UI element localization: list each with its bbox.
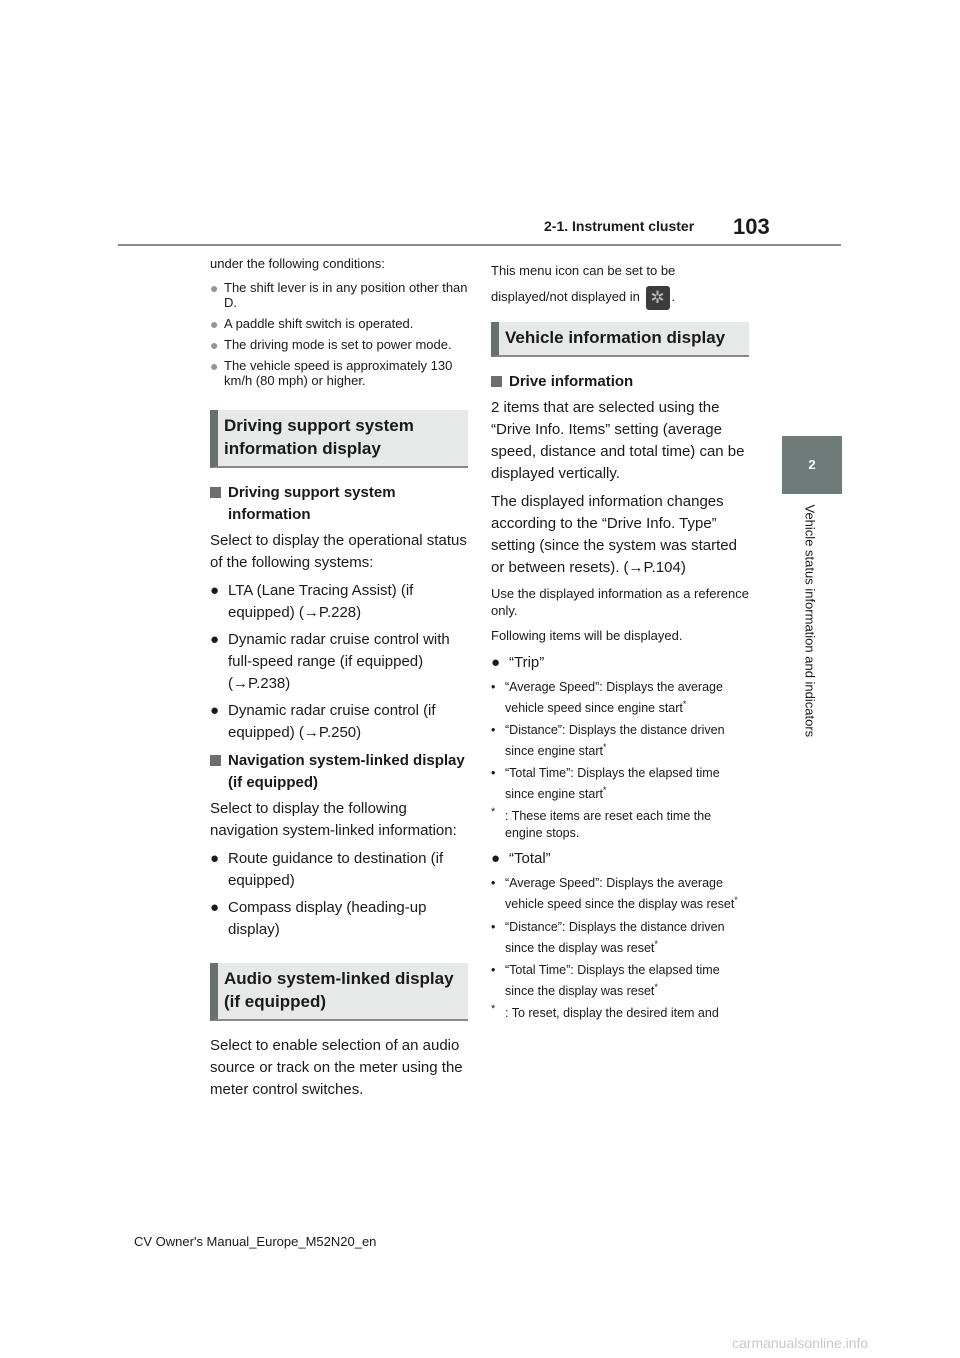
section-heading-driving-support: Driving support system information display [210, 410, 468, 468]
detail-item: • “Total Time”: Displays the elapsed time since the display was reset* [491, 962, 720, 998]
bullet-icon: ● [210, 358, 219, 374]
list-item-total: ● “Total” [491, 848, 749, 870]
section-heading-vehicle-info: Vehicle information display [491, 322, 749, 357]
bullet-icon: ● [491, 850, 501, 868]
bullet-icon: ● [491, 654, 501, 671]
chapter-title: Vehicle status information and indicators [802, 504, 818, 738]
right-column [491, 258, 749, 1028]
list-item: ● Compass display (heading-up display) [210, 899, 427, 938]
body-text: The displayed information changes according to the “Drive Info. Type” setting (since the system was started or between resets). (→P.104) [491, 493, 737, 576]
body-text: 2 items that are selected using the “Drive Info. Items” setting (average speed, distance and total time) can be displayed vertically. [491, 399, 745, 482]
square-bullet-icon [210, 487, 221, 498]
condition-item: ● The driving mode is set to power mode. [210, 337, 452, 353]
bullet-icon: ● [210, 702, 220, 719]
section-heading-audio: Audio system-linked display (if equipped) [210, 963, 468, 1021]
chapter-tab: 2 [782, 436, 842, 494]
header-rule [118, 244, 841, 246]
footnote: * : To reset, display the desired item and [491, 1002, 719, 1020]
page-number: 103 [733, 214, 770, 239]
bullet-icon: ● [210, 582, 220, 599]
bullet-icon: ● [210, 631, 220, 648]
subheading-driving-support: Driving support system information [210, 482, 468, 526]
bullet-icon: ● [210, 899, 220, 916]
intro-text: under the following conditions: [210, 256, 385, 271]
gear-icon: ✲ [646, 286, 670, 310]
note-text: Use the displayed information as a reference only. [491, 586, 749, 618]
square-bullet-icon [491, 376, 502, 387]
section-title: 2-1. Instrument cluster [544, 218, 695, 234]
intro-text: This menu icon can be set to be displayed/not displayed in ✲ . [491, 258, 749, 310]
detail-item: • “Distance”: Displays the distance driven since engine start* [491, 723, 725, 759]
watermark: carmanualsonline.info [732, 1335, 869, 1351]
detail-item: • “Total Time”: Displays the elapsed time since engine start* [491, 766, 720, 802]
body-text: Select to enable selection of an audio source or track on the meter using the meter control switches. [210, 1037, 463, 1098]
subheading-drive-info: Drive information [491, 371, 749, 393]
condition-item: ● The vehicle speed is approximately 130 km/h (80 mph) or higher. [210, 358, 453, 388]
body-text: Select to display the operational status of the following systems: [210, 532, 467, 571]
bullet-icon: ● [210, 280, 219, 296]
detail-item: • “Average Speed”: Displays the average vehicle speed since engine start* [491, 680, 723, 716]
subheading-navigation: Navigation system-linked display (if equipped) [210, 750, 468, 794]
note-text: Following items will be displayed. [491, 628, 683, 643]
list-item: ● LTA (Lane Tracing Assist) (if equipped) (→P.228) [210, 582, 414, 621]
list-item: ● Route guidance to destination (if equipped) [210, 850, 444, 889]
detail-item: • “Distance”: Displays the distance driven since the display was reset* [491, 919, 725, 955]
list-item: ● Dynamic radar cruise control with full-speed range (if equipped) (→P.238) [210, 631, 450, 692]
footnote: * : These items are reset each time the engine stops. [491, 806, 712, 841]
bullet-icon: ● [210, 316, 219, 332]
square-bullet-icon [210, 755, 221, 766]
bullet-icon: ● [210, 337, 219, 353]
condition-item: ● The shift lever is in any position other than D. [210, 280, 468, 310]
list-item-trip: ● “Trip” [491, 652, 749, 674]
condition-item: ● A paddle shift switch is operated. [210, 316, 414, 332]
left-column [210, 255, 468, 1107]
footer-manual-name: CV Owner's Manual_Europe_M52N20_en [134, 1234, 377, 1249]
body-text: Select to display the following navigation system-linked information: [210, 800, 457, 839]
list-item: ● Dynamic radar cruise control (if equipped) (→P.250) [210, 702, 436, 741]
detail-item: • “Average Speed”: Displays the average vehicle speed since the display was reset* [491, 876, 738, 912]
bullet-icon: ● [210, 850, 220, 867]
